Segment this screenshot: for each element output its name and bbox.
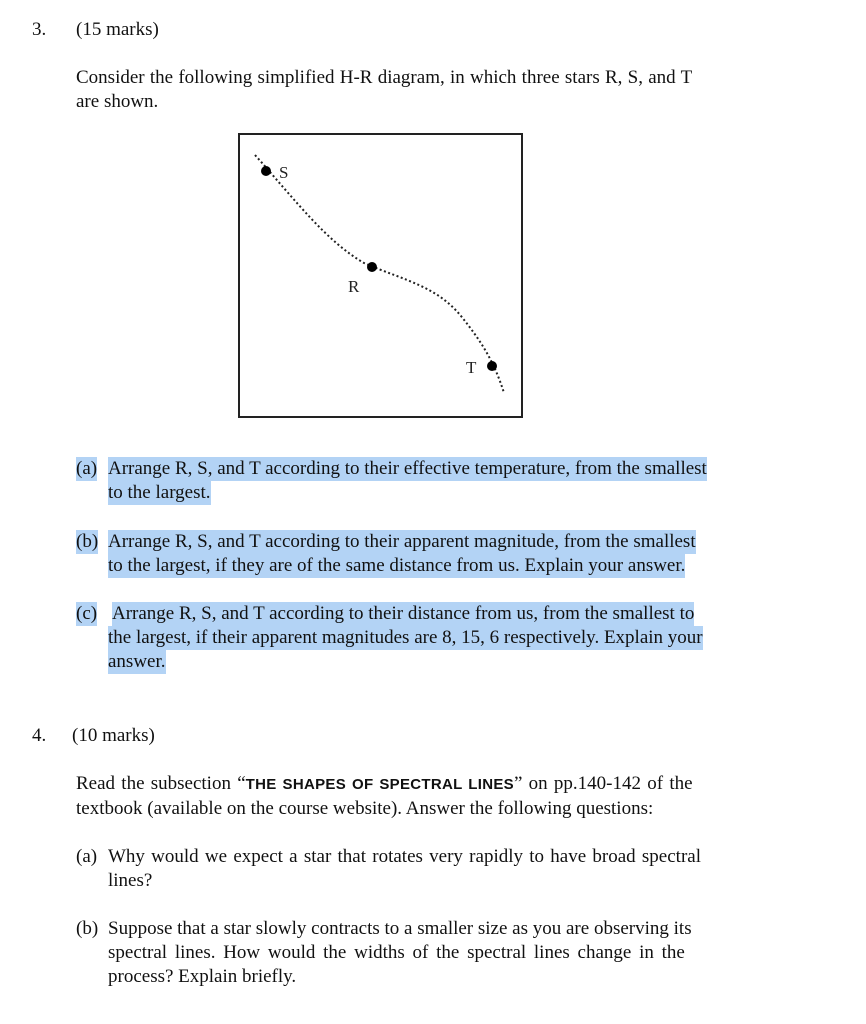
q4-part-b (76, 917, 766, 989)
q3-c-label: (c) (76, 603, 98, 624)
star-t-dot (487, 361, 497, 371)
q4-intro-pre: Read the subsection “ (76, 773, 246, 794)
q4-intro (76, 772, 766, 821)
q4-intro-line2: textbook (available on the course website). Answer the following questions: (76, 798, 654, 819)
q3-part-b (76, 530, 766, 578)
star-s-dot (261, 166, 271, 176)
q3-c-line2: the largest, if their apparent magnitudes are 8, 15, 6 respectively. Explain your (108, 627, 703, 648)
q4-section-title: THE SHAPES OF SPECTRAL LINES (245, 776, 514, 793)
q4-marks: (10 marks) (72, 725, 155, 746)
q4-b-line1: Suppose that a star slowly contracts to a smaller size as you are observing its (108, 918, 692, 939)
star-r-label: R (348, 277, 360, 296)
star-r-dot (367, 262, 377, 272)
q3-b-line2: to the largest, if they are of the same distance from us. Explain your answer. (108, 555, 686, 576)
q3-a-line1: Arrange R, S, and T according to their effective temperature, from the smallest (108, 458, 707, 479)
q4-intro-post: ” on pp.140-142 of the (513, 773, 693, 794)
q3-c-line3: answer. (108, 651, 166, 672)
star-s-label: S (279, 163, 289, 182)
q4-intro-line1 (76, 772, 766, 797)
q4-b-label: (b) (76, 918, 99, 939)
q4-a-label: (a) (76, 846, 98, 867)
q3-intro (76, 66, 766, 114)
star-t-label: T (466, 358, 477, 377)
q3-marks: (15 marks) (76, 19, 159, 40)
q3-part-a (76, 457, 766, 505)
q4-a-line2: lines? (108, 870, 153, 891)
q3-b-label: (b) (76, 531, 99, 552)
q3-intro-line2: are shown. (76, 91, 159, 112)
q3-c-line1: Arrange R, S, and T according to their distance from us, from the smallest to (112, 603, 695, 624)
q3-b-line1: Arrange R, S, and T according to their apparent magnitude, from the smallest (108, 531, 696, 552)
q3-a-line2: to the largest. (108, 482, 211, 503)
q4-part-a (76, 845, 766, 893)
q3-part-c (76, 602, 766, 674)
q4-number: 4. (32, 725, 47, 746)
q3-a-label: (a) (76, 458, 98, 479)
q4-a-line1: Why would we expect a star that rotates very rapidly to have broad spectral (108, 846, 701, 867)
q3-number: 3. (32, 19, 47, 40)
hr-diagram (236, 131, 526, 421)
q3-intro-line1: Consider the following simplified H-R diagram, in which three stars R, S, and T (76, 67, 693, 88)
q4-b-line2: spectral lines. How would the widths of the spectral lines change in the (108, 942, 685, 963)
q4-b-line3: process? Explain briefly. (108, 966, 297, 987)
